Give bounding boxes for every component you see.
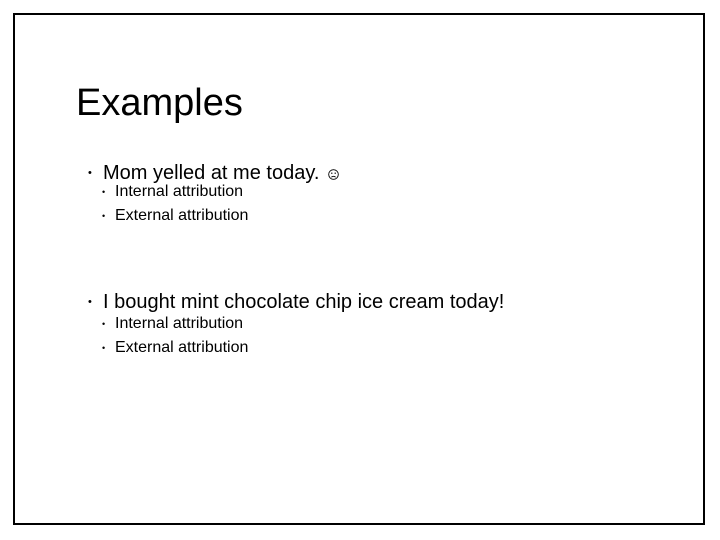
sub-item-text: Internal attribution (115, 315, 244, 332)
bullet-dot: • (88, 167, 92, 179)
sub-bullet-dot: • (102, 343, 106, 353)
sub-item-text: External attribution (115, 207, 249, 224)
bullet-text: I bought mint chocolate chip ice cream today! (103, 291, 505, 313)
bullet-dot: • (88, 296, 92, 308)
sub-item-1-2 (102, 205, 248, 227)
sub-item-1-1 (102, 181, 243, 203)
sub-bullet-dot: • (102, 187, 106, 197)
bullet-item-2 (88, 290, 504, 314)
sub-bullet-dot: • (102, 319, 106, 329)
slide-title: Examples (76, 82, 243, 124)
sub-item-text: Internal attribution (115, 183, 244, 200)
sub-item-2-2 (102, 337, 248, 359)
sub-item-2-1 (102, 313, 243, 335)
frowning-face-icon (328, 169, 339, 180)
sub-item-text: External attribution (115, 339, 249, 356)
bullet-text: Mom yelled at me today. (103, 162, 320, 184)
sub-bullet-dot: • (102, 211, 106, 221)
slide (13, 13, 705, 525)
